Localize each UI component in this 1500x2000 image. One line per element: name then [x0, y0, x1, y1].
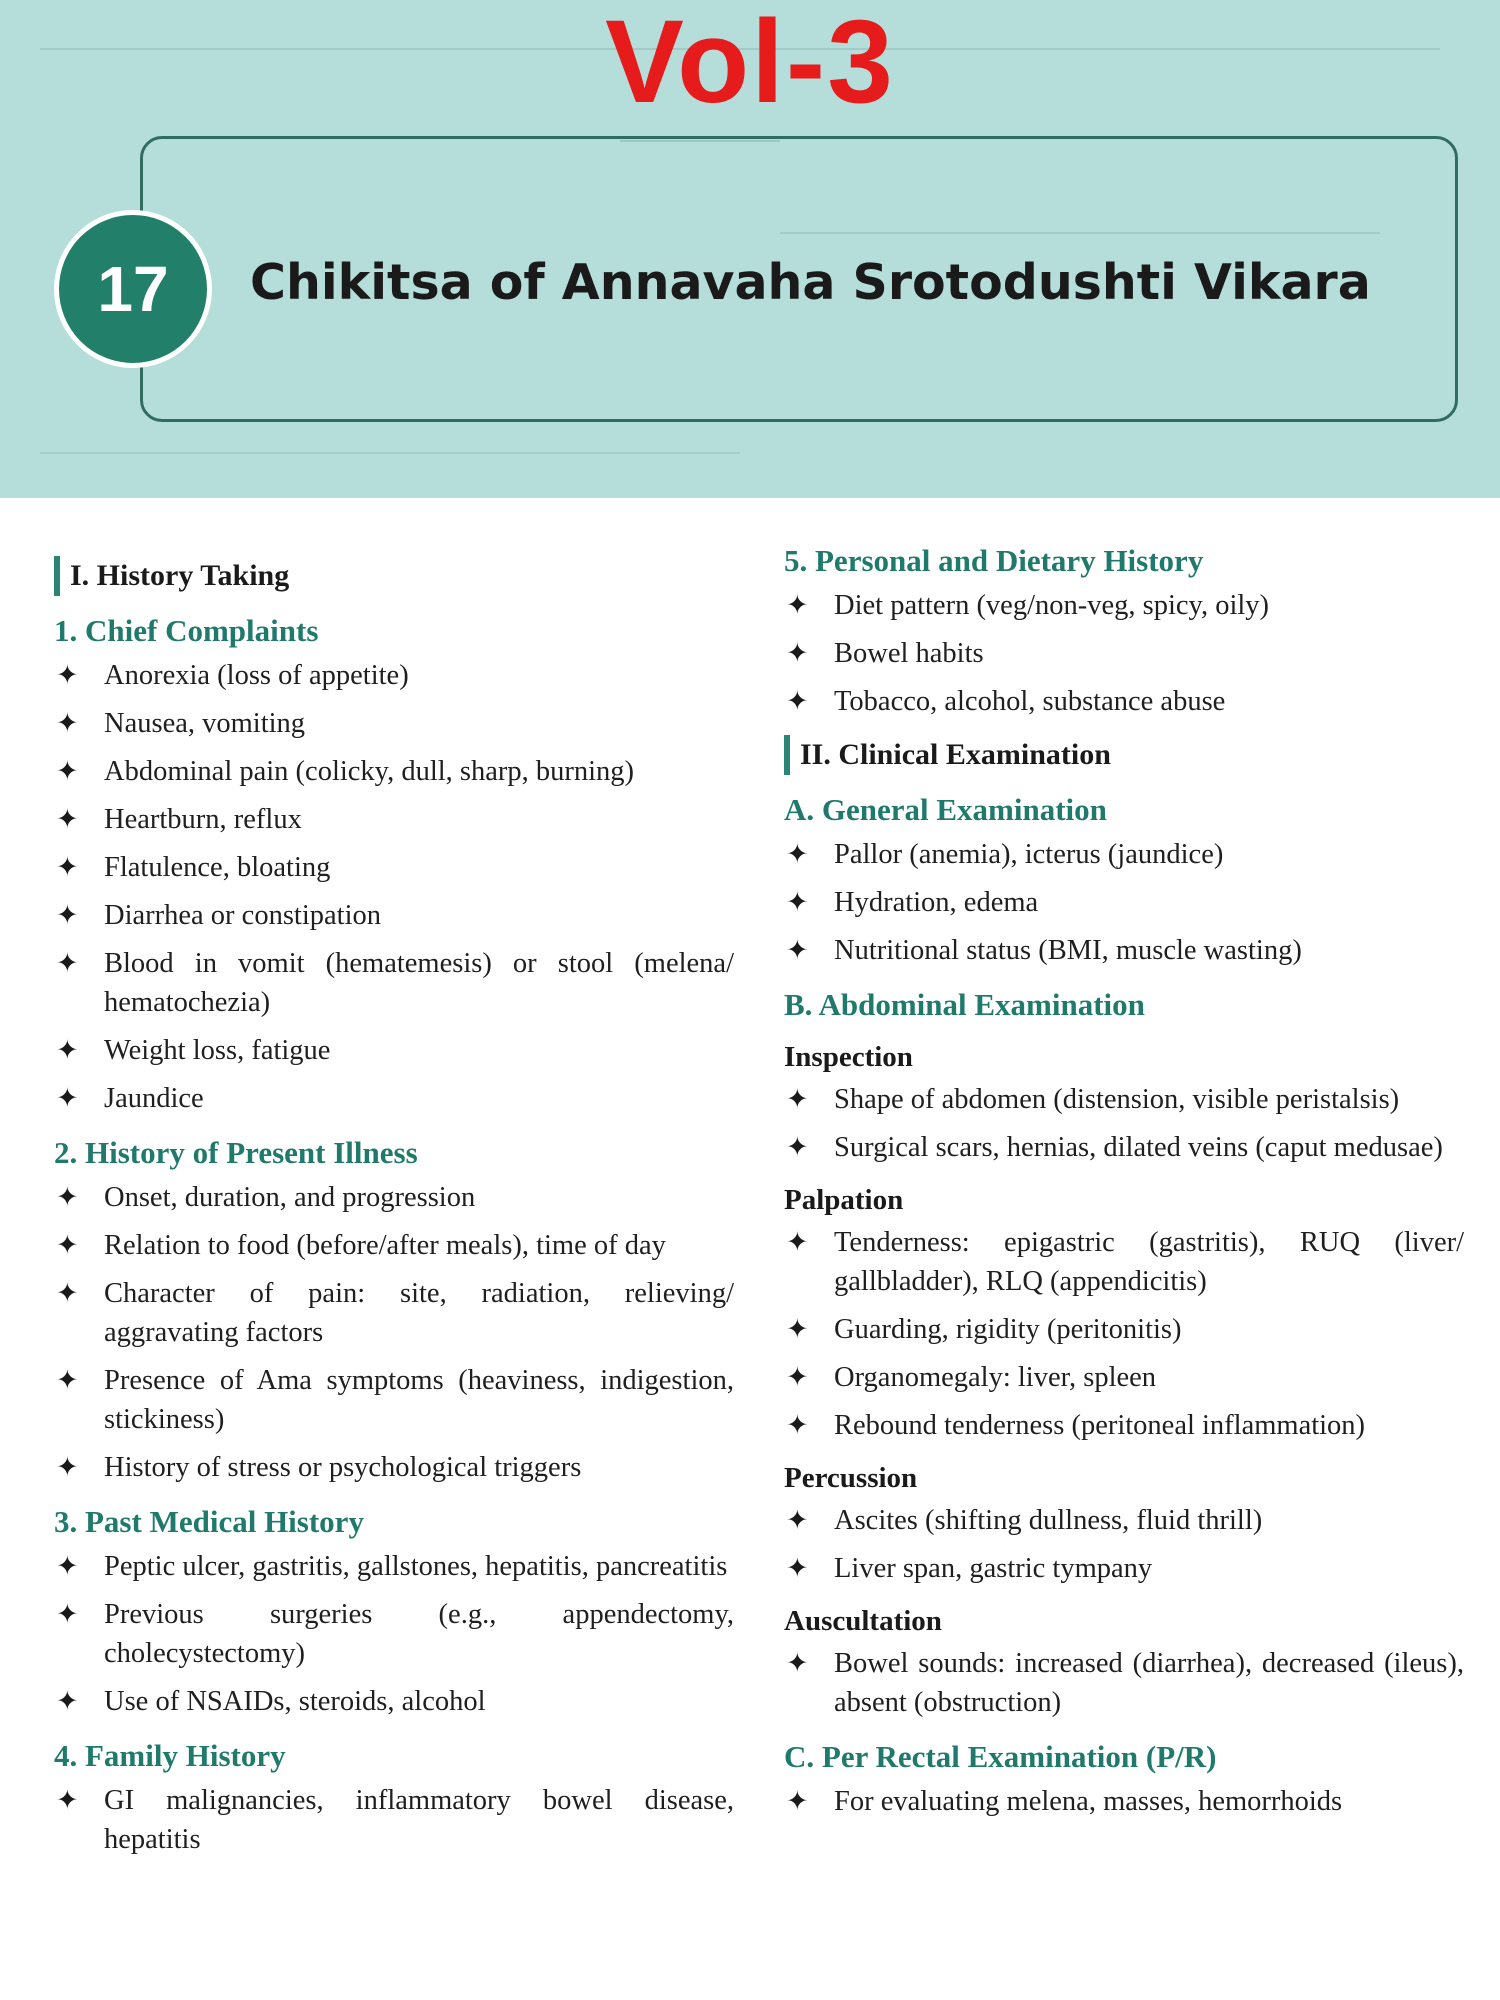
chapter-header-banner: [0, 0, 1500, 498]
bullet-icon: ✦: [56, 756, 79, 787]
bullet-icon: ✦: [786, 1505, 809, 1536]
list-item: ✦ Hydration, edema: [784, 883, 1464, 922]
list-item: ✦ Diarrhea or constipation: [54, 896, 734, 935]
bullet-icon: ✦: [786, 887, 809, 918]
list-item: ✦ Pallor (anemia), icterus (jaundice): [784, 835, 1464, 874]
list-item: ✦ Diet pattern (veg/non-veg, spicy, oily): [784, 586, 1464, 625]
section-history-taking: I. History Taking: [54, 556, 734, 596]
list-item: ✦ Bowel habits: [784, 634, 1464, 673]
volume-label: Vol-3: [605, 0, 895, 128]
list-item: ✦ Abdominal pain (colicky, dull, sharp, burning): [54, 752, 734, 791]
subheading-auscultation: Auscultation: [784, 1605, 942, 1637]
list-item: ✦ Liver span, gastric tympany: [784, 1549, 1464, 1588]
bullet-icon: ✦: [56, 1686, 79, 1717]
list-item: ✦ Anorexia (loss of appetite): [54, 656, 734, 695]
bullet-icon: ✦: [786, 1362, 809, 1393]
list-chief-complaints: [54, 656, 734, 1118]
bullet-icon: ✦: [56, 900, 79, 931]
list-item: ✦ Shape of abdomen (distension, visible peristalsis): [784, 1080, 1464, 1119]
list-item: ✦ Weight loss, fatigue: [54, 1031, 734, 1070]
bullet-icon: ✦: [56, 1551, 79, 1582]
bullet-icon: ✦: [786, 1553, 809, 1584]
bullet-icon: ✦: [56, 660, 79, 691]
list-item: ✦ Jaundice: [54, 1079, 734, 1118]
bullet-icon: ✦: [786, 1084, 809, 1115]
list-item: ✦ Rebound tenderness (peritoneal inflammation): [784, 1406, 1464, 1445]
bullet-icon: ✦: [56, 1599, 79, 1630]
list-item: ✦ Surgical scars, hernias, dilated veins (caput medusae): [784, 1128, 1464, 1167]
bullet-icon: ✦: [56, 1230, 79, 1261]
list-percussion: [784, 1501, 1464, 1588]
heading-per-rectal-examination: C. Per Rectal Examination (P/R): [784, 1739, 1217, 1774]
list-palpation: [784, 1223, 1464, 1445]
bullet-icon: ✦: [786, 1410, 809, 1441]
bullet-icon: ✦: [786, 1314, 809, 1345]
subheading-inspection: Inspection: [784, 1041, 913, 1073]
bullet-icon: ✦: [786, 839, 809, 870]
list-item: ✦ Nutritional status (BMI, muscle wasting): [784, 931, 1464, 970]
list-family-history: [54, 1781, 734, 1859]
bullet-icon: ✦: [56, 1365, 79, 1396]
bullet-icon: ✦: [786, 1132, 809, 1163]
bullet-icon: ✦: [56, 1278, 79, 1309]
list-item: ✦ Tobacco, alcohol, substance abuse: [784, 682, 1464, 721]
list-personal-dietary-history: [784, 586, 1464, 721]
list-general-examination: [784, 835, 1464, 970]
list-item: ✦ Relation to food (before/after meals), time of day: [54, 1226, 734, 1265]
bullet-icon: ✦: [56, 804, 79, 835]
list-item: ✦ Heartburn, reflux: [54, 800, 734, 839]
bullet-icon: ✦: [56, 1452, 79, 1483]
list-item: ✦ Onset, duration, and progression: [54, 1178, 734, 1217]
bullet-icon: ✦: [786, 686, 809, 717]
heading-abdominal-examination: B. Abdominal Examination: [784, 987, 1145, 1022]
list-item: ✦ Peptic ulcer, gastritis, gallstones, hepatitis, pancreatitis: [54, 1547, 734, 1586]
list-past-medical-history: [54, 1547, 734, 1721]
list-auscultation: [784, 1644, 1464, 1722]
list-item: ✦ GI malignancies, inflammatory bowel disease, hepatitis: [54, 1781, 734, 1859]
heading-chief-complaints: 1. Chief Complaints: [54, 613, 319, 648]
list-item: ✦ Tenderness: epigastric (gastritis), RUQ (liver/ gallbladder), RLQ (appendicitis): [784, 1223, 1464, 1301]
subheading-palpation: Palpation: [784, 1184, 904, 1216]
list-item: ✦ Use of NSAIDs, steroids, alcohol: [54, 1682, 734, 1721]
bullet-icon: ✦: [786, 935, 809, 966]
bullet-icon: ✦: [786, 1786, 809, 1817]
list-item: ✦ Guarding, rigidity (peritonitis): [784, 1310, 1464, 1349]
chapter-number-badge: 17: [54, 210, 212, 368]
right-column: [784, 542, 1464, 1830]
list-item: ✦ Blood in vomit (hematemesis) or stool (melena/ hematochezia): [54, 944, 734, 1022]
chapter-title: Chikitsa of Annavaha Srotodushti Vikara: [250, 254, 1371, 311]
subheading-percussion: Percussion: [784, 1462, 918, 1494]
list-item: ✦ Nausea, vomiting: [54, 704, 734, 743]
list-item: ✦ Bowel sounds: increased (diarrhea), decreased (ileus), absent (obstruction): [784, 1644, 1464, 1722]
list-item: ✦ History of stress or psychological triggers: [54, 1448, 734, 1487]
list-item: ✦ Ascites (shifting dullness, fluid thrill): [784, 1501, 1464, 1540]
list-item: ✦ Presence of Ama symptoms (heaviness, indigestion, stickiness): [54, 1361, 734, 1439]
bullet-icon: ✦: [56, 708, 79, 739]
bullet-icon: ✦: [56, 948, 79, 979]
list-present-illness: [54, 1178, 734, 1487]
list-item: ✦ For evaluating melena, masses, hemorrhoids: [784, 1782, 1464, 1821]
section-clinical-examination: II. Clinical Examination: [784, 735, 1464, 775]
bullet-icon: ✦: [56, 1035, 79, 1066]
left-column: [54, 542, 734, 1868]
heading-general-examination: A. General Examination: [784, 792, 1107, 827]
bullet-icon: ✦: [786, 1227, 809, 1258]
bullet-icon: ✦: [786, 590, 809, 621]
list-item: ✦ Previous surgeries (e.g., appendectomy, cholecystectomy): [54, 1595, 734, 1673]
list-item: ✦ Flatulence, bloating: [54, 848, 734, 887]
bullet-icon: ✦: [56, 1785, 79, 1816]
heading-personal-dietary-history: 5. Personal and Dietary History: [784, 543, 1204, 578]
bullet-icon: ✦: [786, 638, 809, 669]
list-item: ✦ Character of pain: site, radiation, relieving/ aggravating factors: [54, 1274, 734, 1352]
heading-family-history: 4. Family History: [54, 1738, 286, 1773]
list-per-rectal-examination: [784, 1782, 1464, 1821]
heading-past-medical-history: 3. Past Medical History: [54, 1504, 364, 1539]
bullet-icon: ✦: [56, 1182, 79, 1213]
bullet-icon: ✦: [56, 1083, 79, 1114]
list-inspection: [784, 1080, 1464, 1167]
bullet-icon: ✦: [56, 852, 79, 883]
list-item: ✦ Organomegaly: liver, spleen: [784, 1358, 1464, 1397]
bullet-icon: ✦: [786, 1648, 809, 1679]
heading-present-illness: 2. History of Present Illness: [54, 1135, 418, 1170]
